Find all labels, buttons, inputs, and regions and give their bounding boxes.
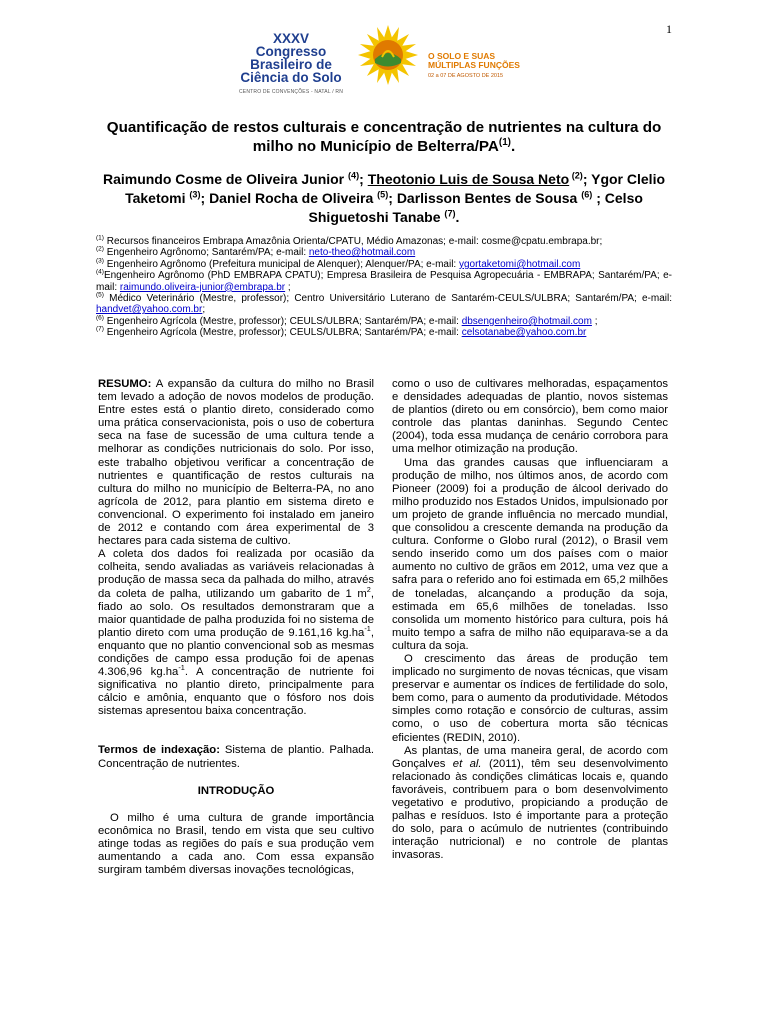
email-link[interactable]: raimundo.oliveira-junior@embrapa.br — [119, 281, 286, 293]
email-link[interactable]: neto-theo@hotmail.com — [308, 247, 416, 259]
footnote: $^{(2)}$ Engenheiro Agrônomo; Santarém/PA; e-mail: neto-theo@hotmail.com — [96, 246, 416, 259]
body-paragraph: As plantas, de uma maneira geral, de acordo com Gonçalves et al. (2011), têm seu desenvolvimento relacionado às condições climáticas locais e, quando favoráveis, contribuem para o bom desenvolvimento vegetativo e produtivo, propiciando a produção de palhas e resíduos. Isto é importante para a proteção do solo, para o acúmulo de nutrientes (contribuindo interação nutricional) e no controle de plantas invasoras. — [392, 744, 668, 862]
footnote: $^{(6)}$ Engenheiro Agrícola (Mestre, professor); CEULS/ULBRA; Santarém/PA; e-mail: dbsengenheiro@hotmail.com ; — [96, 314, 598, 327]
congress-logo — [236, 24, 532, 95]
footnote: $^{(5)}$ Médico Veterinário (Mestre, professor); Centro Universitário Luterano de Santarém-CEULS/ULBRA; Santarém/PA; e-mail: handvet@yahoo.com.br; — [96, 291, 672, 316]
email-link[interactable]: dbsengenheiro@hotmail.com — [461, 315, 592, 327]
congress-name: XXXV Congresso Brasileiro de Ciência do Solo CENTRO DE CONVENÇÕES - NATAL / RN — [238, 31, 344, 95]
author-list: Raimundo Cosme de Oliveira Junior $^{(4)}$; Theotonio Luis de Sousa Neto $^{(2)}$; Ygor Clelio Taketomi $^{(3)}$; Daniel Rocha de Oliveira $^{(5)}$; Darlisson Bentes de Sousa $^{(6)}$ ; Celso Shiguetoshi Tanabe $^{(7)}$. — [102, 170, 666, 225]
email-link[interactable]: handvet@yahoo.com.br — [96, 304, 203, 316]
footnote: $^{(1)}$ Recursos financeiros Embrapa Amazônia Orienta/CPATU, Médio Amazonas; e-mail: cosme@cpatu.embrapa.br; — [96, 234, 603, 247]
right-column — [392, 378, 668, 862]
footnote: $^{(3)}$ Engenheiro Agrônomo (Prefeitura municipal de Alenquer); Alenquer/PA; e-mail: ygortaketomi@hotmail.com — [96, 257, 581, 270]
section-heading: INTRODUÇÃO — [197, 784, 275, 797]
left-column — [98, 378, 374, 877]
email-link[interactable]: ygortaketomi@hotmail.com — [458, 258, 581, 270]
congress-motto: O SOLO E SUAS MÚLTIPLAS FUNÇÕES 02 a 07 DE AGOSTO DE 2015 — [428, 51, 520, 79]
email-link[interactable]: celsotanabe@yahoo.com.br — [461, 327, 587, 339]
abstract-paragraph: RESUMO: A expansão da cultura do milho no Brasil tem levado a adoção de novos modelos de produção. Entre estes está o plantio direto, considerado como uma prática conservacionista, pois o uso de cobertura seca na fase de sucessão de uma cultura tende a melhorar as condições nutricionais do solo. Por isso, este trabalho objetivou verificar a concentração de nutrientes e quantificação de restos culturais na cultura do milho no município de Belterra-PA, no ano agrícola de 2012, para plantio em sistema direto e convencional. O experimento foi instalado em janeiro de 2012 e contando com área experimental de 3 hectares para cada sistema de cultivo. — [98, 378, 374, 548]
footnote: $^{(7)}$ Engenheiro Agrícola (Mestre, professor); CEULS/ULBRA; Santarém/PA; e-mail: celsotanabe@yahoo.com.br — [96, 325, 587, 339]
intro-paragraph: O milho é uma cultura de grande importância econômica no Brasil, tendo em vista que seu cultivo atinge todas as regiões do país e sua produção vem aumentando a cada ano. Com essa expansão surgiram também diversas inovações tecnológicas, — [98, 811, 374, 877]
index-terms: Termos de indexação: Sistema de plantio. Palhada. Concentração de nutrientes. — [98, 744, 374, 770]
body-paragraph: como o uso de cultivares melhoradas, espaçamentos e densidades adequadas de plantio, novos sistemas de plantios (direto ou em consórcio), bem como maior controle das plantas daninhas. Segundo Centec (2004), toda essa mudança de cenário corrobora para uma melhor otimização na produção. — [392, 378, 668, 456]
abstract-paragraph: A coleta dos dados foi realizada por ocasião da colheita, sendo avaliadas as variáveis relacionadas à produção de massa seca da palhada do milho, através da coleta de palha, utilizando um gabarito de 1 $m^2$, fiado ao solo. Os resultados demonstraram que a maior quantidade de palha produzida foi no sistema de plantio direto com uma produção de 9.161,16 $kg.ha^{-1}$, enquanto que no plantio convencional sob as mesmas condições de campo essa produção foi de apenas 4.306,96 $kg.ha^{-1}$. A concentração de nutriente foi significativa no plantio direto, principalmente para cálcio e amônia, enquanto que o fósforo nos dois sistemas apresentou baixa concentração. — [98, 548, 375, 718]
footnote: $^{(4)}$Engenheiro Agrônomo (PhD EMBRAPA CPATU); Empresa Brasileira de Pesquisa Agropecuária - EMBRAPA; Santarém/PA; e-mail: raimundo.oliveira-junior@embrapa.br ; — [96, 268, 672, 293]
paper-title: Quantificação de restos culturais e concentração de nutrientes na cultura do milho no Município de Belterra/PA$^{(1)}$. — [106, 119, 662, 155]
body-paragraph: Uma das grandes causas que influenciaram a produção de milho, nos últimos anos, de acordo com Pioneer (2009) foi a produção de álcool derivado do milho produzido nos Estados Unidos, impulsionado por um projeto de grande influência no mercado mundial, que consolidou a crescente demanda na produção da cultura. Conforme o Globo rural (2012), o Brasil vem sendo inserido como um dos países com o maior aumento no cultivo de grãos em 2012, uma vez que a safra para o referido ano foi estimada em 65,2 milhões de toneladas, alcançando a produção da soja, estimada em 65,6 milhões de toneladas. Isso consolida um momento histórico para cultura, pois há muito tempo a safra de milho não equiparava-se a da cultura da soja. — [392, 456, 668, 652]
page-number: 1 — [666, 22, 672, 36]
body-paragraph: O crescimento das áreas de produção tem implicado no surgimento de novas técnicas, que visam preservar e aumentar os índices de fertilidade do solo, bem como, para o aumento da produtividade. Métodos simples como rotação e consórcio de culturas, assim como, o uso de cobertura morta são técnicas eficientes (REDIN, 2010). — [392, 652, 668, 744]
author-affiliations — [96, 236, 672, 339]
